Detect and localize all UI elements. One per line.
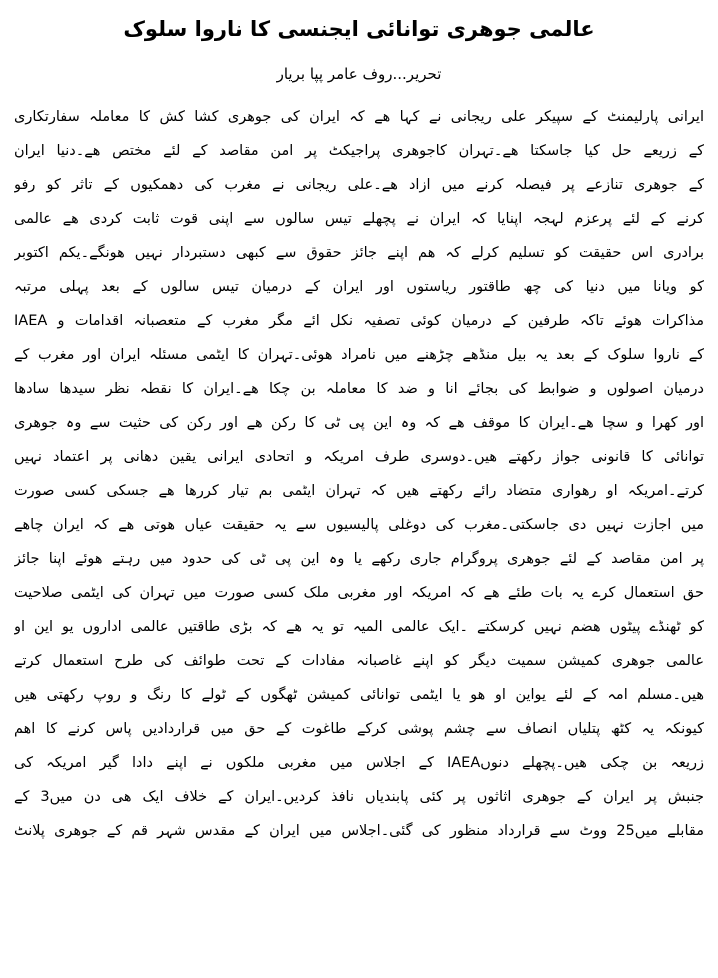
body-line: کو ٹھنڈے پیٹوں ھضم نہیں کرسکتے ۔ایک عالمی المیہ تو یہ ھے کہ بڑی طاقتیں عالمی اداروں یو این او <box>14 619 704 635</box>
body-line: مقابلے میں25 ووٹ سے قرارداد منظور کی گئی۔اجلاس میں ایران کے مقدس شہر قم کے جوھری پلانٹ <box>14 823 704 839</box>
body-line: حق استعمال کرے یہ بات طئے ھے کہ امریکہ اور مغربی ملک کسی صورت میں تہران کی ایٹمی صلاحیت <box>14 585 704 601</box>
body-line: کرنے کے لئے پرعزم لہجہ اپنایا کہ ایران نے پچھلے تیس سالوں سے اپنی قوت ثابت کردی ھے عالمی <box>14 211 704 227</box>
body-line: عالمی جوھری کمیشن سمیت دیگر کو اپنے غاصبانہ مفادات کے تحت طوائف کی طرح استعمال کرتے <box>14 653 704 669</box>
body-line: پر امن مقاصد کے لئے جوھری پروگرام جاری رکھے یا وہ این پی ٹی کی حدود میں رہتے ھوئے اپنا جائز <box>14 551 704 567</box>
article-byline: تحریر...روف عامر پپا بریار <box>276 65 442 83</box>
body-line: کے جوھری تنازعے پر فیصلہ کرنے میں ازاد ھے۔علی ریجانی نے مغرب کی دھمکیوں کے تاثر کو رفو <box>14 177 704 193</box>
body-line: جنبش پر ایران کے جوھری اثاثوں پر کئی پابندیاں نافذ کردیں۔ایران کے خلاف ایک ھی دن میں3 کے <box>14 789 704 805</box>
article-body <box>14 100 704 848</box>
body-line: درمیان اصولوں و ضوابط کی بجائے انا و ضد کا معاملہ بن چکا ھے۔ایران کا نقطہ نظر سیدھا سادھا <box>14 381 704 397</box>
body-line: برادری اس حقیقت کو تسلیم کرلے کہ ھم اپنے جائز حقوق سے کبھی دستبردار نہیں ھونگے۔یکم اکتوبر <box>14 245 704 261</box>
body-line: کیونکہ یہ کٹھ پتلیاں انصاف سے چشم پوشی کرکے طاغوت کے حق میں قراردادیں پاس کرنے کا اھم <box>14 721 704 737</box>
body-line: توانائی کا قانونی جواز رکھتے ھیں۔دوسری طرف امریکہ و اتحادی ایرانی یقین دھانی پر اعتماد نہیں <box>14 449 704 465</box>
body-line: میں اجازت نہیں دی جاسکتی۔مغرب کی دوغلی پالیسیوں سے یہ حقیقت عیاں ھوتی ھے کہ ایران چاھے <box>14 517 704 533</box>
body-line: ایرانی پارلیمنٹ کے سپیکر علی ریجانی نے کہا ھے کہ ایران کی جوھری کشا کش کا معاملہ سفارتکاری <box>14 109 704 125</box>
body-line: کرتے۔امریکہ او رھواری متضاد رائے رکھتے ھیں کہ تہران ایٹمی بم تیار کررھا ھے جسکی کسی صورت <box>14 483 704 499</box>
body-line: کے زریعے حل کیا جاسکتا ھے۔تہران کاجوھری پراجیکٹ پر امن مقاصد کے لئے مختص ھے۔دنیا ایران <box>14 143 704 159</box>
body-line: مذاکرات ھوئے تاکہ طرفین کے درمیان کوئی تصفیہ نکل ائے مگر مغرب کے متعصبانہ اقدامات و IAEA <box>14 313 704 329</box>
body-line: ھیں۔مسلم امہ کے لئے یواین او ھو یا ایٹمی توانائی کمیشن ٹھگوں کے ٹولے کا رنگ و روپ رکھتی ھیں <box>14 687 704 703</box>
body-line: اور کھرا و سچا ھے۔ایران کا موقف ھے کہ وہ این پی ٹی کا رکن ھے اور رکن کی حثیت سے وہ جوھری <box>14 415 704 431</box>
body-line: کے ناروا سلوک کے بعد یہ بیل منڈھے چڑھنے میں نامراد ھوئی۔تہران کا ایٹمی مسئلہ ایران اور مغرب کے <box>14 347 704 363</box>
body-line: زریعہ بن چکی ھیں۔پچھلے دنوںIAEA کے اجلاس میں مغربی ملکوں نے اپنے دادا گیر امریکہ کی <box>14 755 704 771</box>
article-title: عالمی جوھری توانائی ایجنسی کا ناروا سلوک <box>123 17 595 41</box>
body-line: کو ویانا میں دنیا کی چھ طاقتور ریاستوں اور ایران کے درمیان تیس سالوں کے بعد پہلی مرتبہ <box>14 279 704 295</box>
